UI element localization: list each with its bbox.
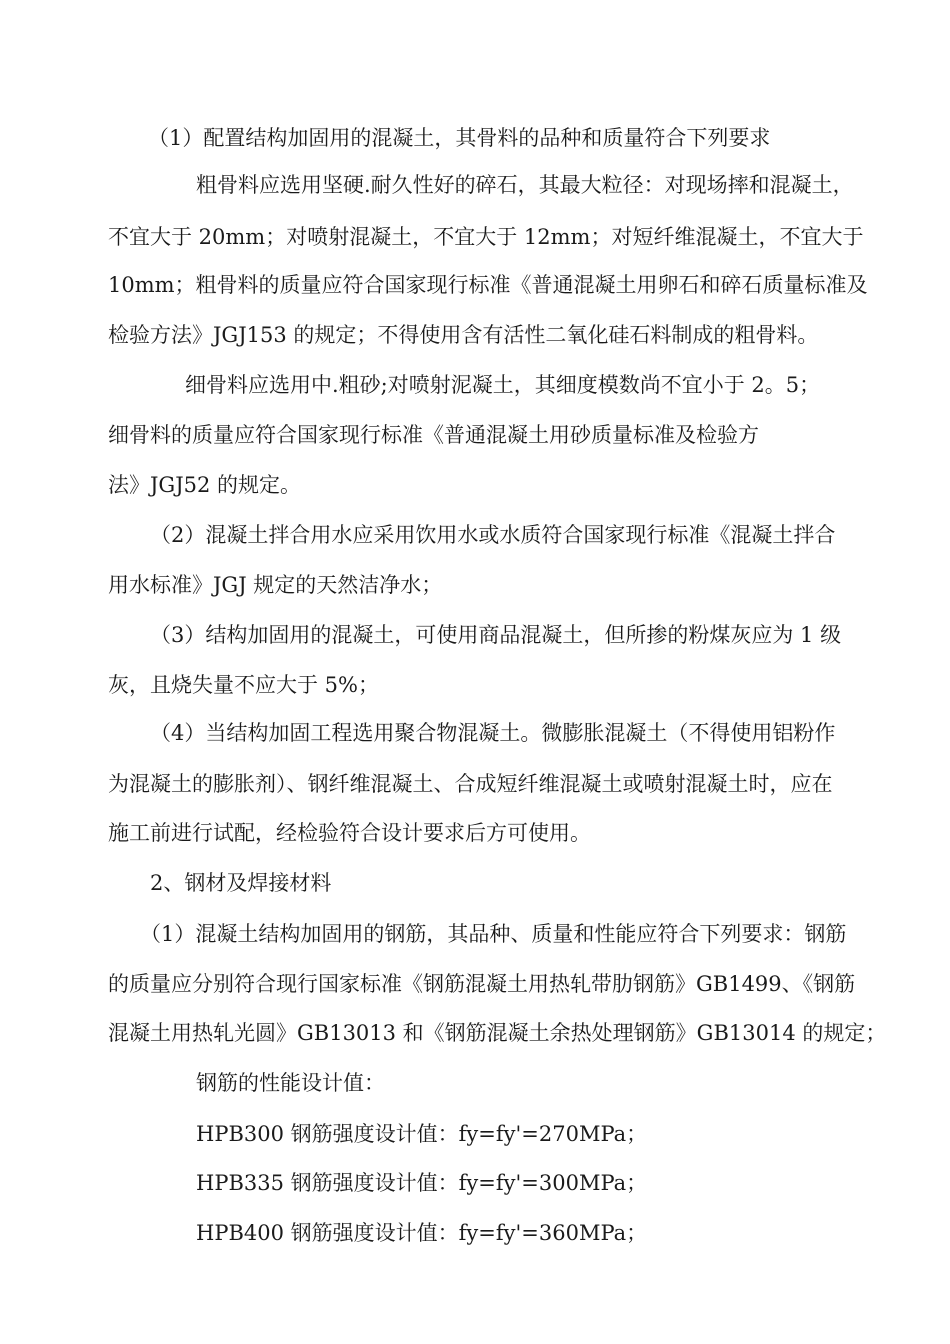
- text-line: 检验方法》JGJ153 的规定；不得使用含有活性二氧化硅石料制成的粗骨料。: [108, 323, 819, 347]
- rebar-value-hpb400: HPB400 钢筋强度设计值：fy=fy'=360MPa；: [196, 1221, 648, 1245]
- text-line: 用水标准》JGJ 规定的天然洁净水；: [108, 573, 443, 597]
- text-line: 不宜大于 20mm；对喷射混凝土，不宜大于 12mm；对短纤维混凝土，不宜大于: [108, 225, 864, 249]
- text-line: 为混凝土的膨胀剂）、钢纤维混凝土、合成短纤维混凝土或喷射混凝土时，应在: [108, 772, 833, 796]
- text-line: 混凝土用热轧光圆》GB13013 和《钢筋混凝土余热处理钢筋》GB13014 的规定；: [108, 1021, 887, 1045]
- text-line: 施工前进行试配，经检验符合设计要求后方可使用。: [108, 821, 591, 845]
- paragraph-commercial-concrete: （3）结构加固用的混凝土，可使用商品混凝土，但所掺的粉煤灰应为 1 级: [150, 623, 842, 647]
- text-line: 法》JGJ52 的规定。: [108, 473, 302, 497]
- text-line: 10mm；粗骨料的质量应符合国家现行标准《普通混凝土用卵石和碎石质量标准及: [108, 273, 868, 297]
- rebar-design-values-heading: 钢筋的性能设计值：: [196, 1071, 385, 1095]
- text-line: 的质量应分别符合现行国家标准《钢筋混凝土用热轧带肋钢筋》GB1499、《钢筋: [108, 972, 856, 996]
- rebar-value-hpb300: HPB300 钢筋强度设计值：fy=fy'=270MPa；: [196, 1122, 648, 1146]
- paragraph-mixing-water: （2）混凝土拌合用水应采用饮用水或水质符合国家现行标准《混凝土拌合: [150, 523, 836, 547]
- paragraph-rebar-requirements: （1）混凝土结构加固用的钢筋，其品种、质量和性能应符合下列要求：钢筋: [140, 922, 847, 946]
- rebar-value-hpb335: HPB335 钢筋强度设计值：fy=fy'=300MPa；: [196, 1171, 648, 1195]
- paragraph-aggregate-requirements: （1）配置结构加固用的混凝土，其骨料的品种和质量符合下列要求: [148, 126, 771, 150]
- text-line: 细骨料应选用中.粗砂;对喷射泥凝土，其细度模数尚不宜小于 2。5；: [185, 373, 821, 397]
- text-line: 细骨料的质量应符合国家现行标准《普通混凝土用砂质量标准及检验方: [108, 423, 759, 447]
- section-heading-steel: 2、钢材及焊接材料: [150, 871, 332, 895]
- text-line: 粗骨料应选用坚硬.耐久性好的碎石，其最大粒径：对现场摔和混凝土，: [196, 173, 854, 197]
- paragraph-polymer-concrete: （4）当结构加固工程选用聚合物混凝土。微膨胀混凝土（不得使用铝粉作: [150, 721, 836, 745]
- text-line: 灰，且烧失量不应大于 5%；: [108, 673, 379, 697]
